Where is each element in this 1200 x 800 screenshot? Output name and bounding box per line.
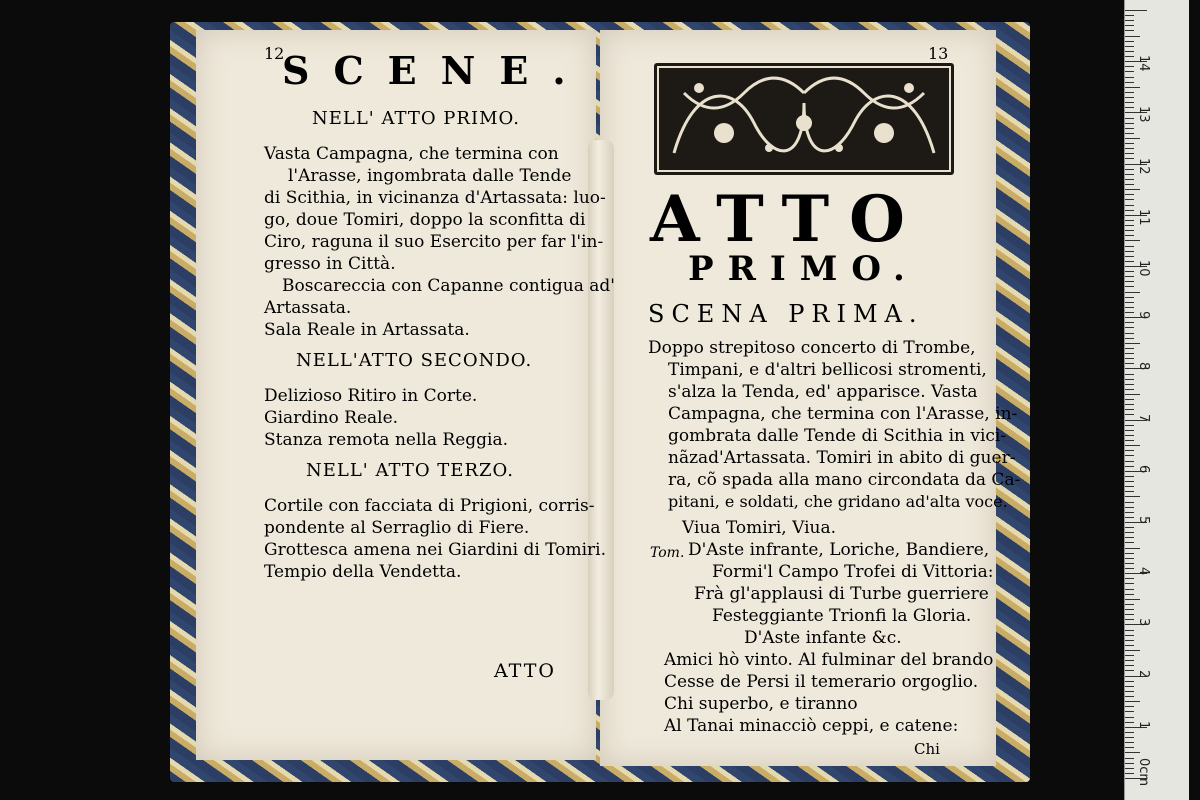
ruler-label: 1 <box>1136 720 1151 730</box>
ruler-tick <box>1125 594 1134 595</box>
ruler-tick <box>1125 36 1140 37</box>
ruler-tick <box>1125 281 1134 282</box>
stage-direction-line: pitani, e soldati, che gridano ad'alta voce. <box>668 492 1008 511</box>
ruler-label: 8 <box>1136 362 1151 371</box>
act1-line: Boscareccia con Capanne contigua ad' <box>282 276 615 296</box>
ruler-label: 3 <box>1136 618 1151 627</box>
ruler-tick <box>1125 25 1134 26</box>
ruler-tick <box>1125 619 1134 620</box>
act1-heading: NELL' ATTO PRIMO. <box>312 108 520 129</box>
ruler-tick <box>1125 199 1134 200</box>
ruler-tick <box>1125 97 1134 98</box>
ruler-label: 4 <box>1136 567 1151 576</box>
act3-line: Tempio della Vendetta. <box>264 562 462 582</box>
stage-direction-line: Doppo strepitoso concerto di Trombe, <box>648 338 976 358</box>
ruler-tick <box>1125 660 1134 661</box>
ruler-tick <box>1125 225 1134 226</box>
ruler-tick <box>1125 302 1134 303</box>
act3-heading: NELL' ATTO TERZO. <box>306 460 514 481</box>
verse-line: D'Aste infante &c. <box>744 628 902 648</box>
ruler-tick <box>1125 553 1134 554</box>
ruler-tick <box>1125 445 1140 446</box>
ruler-label: 14 <box>1136 55 1151 72</box>
act1-line: go, doue Tomiri, doppo la sconfitta di <box>264 210 586 230</box>
ruler-tick <box>1125 307 1134 308</box>
ruler-tick <box>1125 56 1134 57</box>
ruler-tick <box>1125 327 1134 328</box>
ruler-tick <box>1125 502 1134 503</box>
verse-line: Frà gl'applausi di Turbe guerriere <box>694 584 989 604</box>
ruler-tick <box>1125 174 1134 175</box>
ruler-label: 5 <box>1136 516 1151 525</box>
ruler-tick <box>1125 496 1140 497</box>
ruler-tick <box>1125 578 1134 579</box>
act2-line: Stanza remota nella Reggia. <box>264 430 508 450</box>
measurement-ruler <box>1124 0 1189 800</box>
verse-line: Cesse de Persi il temerario orgoglio. <box>664 672 979 692</box>
ruler-tick <box>1125 10 1147 11</box>
ruler-tick <box>1125 77 1134 78</box>
ruler-tick <box>1125 665 1134 666</box>
ruler-tick <box>1125 691 1134 692</box>
act1-line: di Scithia, in vicinanza d'Artassata: luo- <box>264 188 606 208</box>
scene-title: SCENA PRIMA. <box>648 300 924 328</box>
ruler-tick <box>1125 15 1134 16</box>
ruler-tick <box>1125 568 1134 569</box>
act3-line: Grottesca amena nei Giardini di Tomiri. <box>264 540 606 560</box>
ruler-tick <box>1125 133 1134 134</box>
ruler-tick <box>1125 20 1134 21</box>
ruler-tick <box>1125 51 1134 52</box>
ruler-tick <box>1125 450 1134 451</box>
page-title: SCENE. <box>282 48 590 93</box>
ruler-tick <box>1125 696 1134 697</box>
stage-direction-line: nãzad'Artassata. Tomiri in abito di guer- <box>668 448 1016 468</box>
ruler-tick <box>1125 276 1134 277</box>
ruler-tick <box>1125 440 1134 441</box>
ruler-label: 10 <box>1136 260 1151 277</box>
ruler-tick <box>1125 399 1134 400</box>
ruler-tick <box>1125 297 1134 298</box>
ruler-label: 12 <box>1136 157 1151 175</box>
ruler-tick <box>1125 752 1140 753</box>
ruler-tick <box>1125 491 1134 492</box>
ruler-tick <box>1125 189 1140 190</box>
page-number-left: 12 <box>264 44 285 63</box>
ruler-tick <box>1125 409 1134 410</box>
ruler-tick <box>1125 645 1134 646</box>
ruler-tick <box>1125 609 1134 610</box>
ruler-tick <box>1125 30 1134 31</box>
ruler-tick <box>1125 681 1134 682</box>
woodcut-ornament-icon <box>654 63 954 175</box>
ruler-tick <box>1125 312 1134 313</box>
act3-line: pondente al Serraglio di Fiere. <box>264 518 530 538</box>
catchword-left: ATTO <box>494 660 556 682</box>
ruler-tick <box>1125 205 1134 206</box>
ruler-tick <box>1125 338 1134 339</box>
ruler-tick <box>1125 230 1134 231</box>
ruler-tick <box>1125 240 1140 241</box>
ruler-tick <box>1125 701 1140 702</box>
act-subtitle: PRIMO. <box>688 249 919 289</box>
ruler-label: 0cm <box>1136 758 1151 787</box>
ruler-tick <box>1125 363 1134 364</box>
book-gutter <box>588 140 614 700</box>
ruler-tick <box>1125 179 1134 180</box>
ruler-tick <box>1125 532 1134 533</box>
ruler-tick <box>1125 343 1140 344</box>
ruler-tick <box>1125 246 1134 247</box>
ruler-tick <box>1125 630 1134 631</box>
ruler-tick <box>1125 184 1134 185</box>
stage-direction-line: Timpani, e d'altri bellicosi stromenti, <box>668 360 987 380</box>
ruler-tick <box>1125 348 1134 349</box>
ruler-tick <box>1125 455 1134 456</box>
ruler-tick <box>1125 286 1134 287</box>
ruler-tick <box>1125 486 1134 487</box>
ruler-tick <box>1125 404 1134 405</box>
ruler-tick <box>1125 722 1134 723</box>
ruler-tick <box>1125 604 1134 605</box>
ruler-tick <box>1125 466 1134 467</box>
ruler-tick <box>1125 732 1134 733</box>
ruler-tick <box>1125 670 1134 671</box>
ruler-tick <box>1125 742 1134 743</box>
ruler-tick <box>1125 251 1134 252</box>
ruler-tick <box>1125 542 1134 543</box>
ruler-label: 9 <box>1136 311 1151 320</box>
ruler-label: 7 <box>1136 413 1151 422</box>
ruler-tick <box>1125 527 1134 528</box>
catchword-right: Chi <box>914 740 940 758</box>
ruler-tick <box>1125 333 1134 334</box>
ruler-tick <box>1125 82 1134 83</box>
verse-line: Amici hò vinto. Al fulminar del brando <box>664 650 994 670</box>
ruler-tick <box>1125 425 1134 426</box>
ruler-tick <box>1125 512 1134 513</box>
ruler-tick <box>1125 143 1134 144</box>
act1-line: Ciro, raguna il suo Esercito per far l'in- <box>264 232 604 252</box>
ruler-tick <box>1125 169 1134 170</box>
speaker-label: Tom. <box>650 545 685 561</box>
ruler-tick <box>1125 537 1134 538</box>
act3-line: Cortile con facciata di Prigioni, corris- <box>264 496 595 516</box>
ruler-tick <box>1125 66 1134 67</box>
ruler-tick <box>1125 655 1134 656</box>
stage-direction-line: ra, cõ spada alla mano circondata da Ca- <box>668 470 1021 490</box>
act1-line: Sala Reale in Artassata. <box>264 320 470 340</box>
ruler-tick <box>1125 292 1140 293</box>
ruler-tick <box>1125 148 1134 149</box>
ruler-tick <box>1125 138 1140 139</box>
ruler-tick <box>1125 322 1134 323</box>
verse-line: Festeggiante Trionfi la Gloria. <box>712 606 972 626</box>
ruler-label: 6 <box>1136 464 1151 474</box>
ruler-tick <box>1125 737 1134 738</box>
verse-line: D'Aste infrante, Loriche, Bandiere, <box>688 540 990 560</box>
ruler-tick <box>1125 517 1134 518</box>
ruler-tick <box>1125 271 1134 272</box>
verse-line: Chi superbo, e tiranno <box>664 694 858 714</box>
act1-line: Vasta Campagna, che termina con <box>264 144 559 164</box>
ruler-tick <box>1125 220 1134 221</box>
ruler-tick <box>1125 46 1134 47</box>
ruler-tick <box>1125 711 1134 712</box>
ruler-tick <box>1125 261 1134 262</box>
ruler-tick <box>1125 389 1134 390</box>
ruler-tick <box>1125 758 1134 759</box>
ruler-tick <box>1125 747 1134 748</box>
stage-direction-line: gombrata dalle Tende di Scithia in vici- <box>668 426 1007 446</box>
act1-line: gresso in Città. <box>264 254 396 274</box>
ruler-tick <box>1125 558 1134 559</box>
ruler-tick <box>1125 379 1134 380</box>
ruler-tick <box>1125 128 1134 129</box>
ruler-tick <box>1125 640 1134 641</box>
ruler-tick <box>1125 773 1134 774</box>
stage-direction-line: Campagna, che termina con l'Arasse, in- <box>668 404 1018 424</box>
ruler-tick <box>1125 414 1134 415</box>
ruler-tick <box>1125 235 1134 236</box>
ruler-tick <box>1125 548 1140 549</box>
verse-line: Formi'l Campo Trofei di Vittoria: <box>712 562 994 582</box>
stage-direction-line: s'alza la Tenda, ed' apparisce. Vasta <box>668 382 978 402</box>
ruler-tick <box>1125 102 1134 103</box>
ruler-tick <box>1125 461 1134 462</box>
ruler-tick <box>1125 384 1134 385</box>
chorus-line: Viua Tomiri, Viua. <box>682 518 836 538</box>
ruler-tick <box>1125 158 1134 159</box>
ruler-tick <box>1125 41 1134 42</box>
act2-line: Delizioso Ritiro in Corte. <box>264 386 478 406</box>
ruler-tick <box>1125 430 1134 431</box>
ruler-tick <box>1125 123 1134 124</box>
ruler-tick <box>1125 507 1134 508</box>
ruler-tick <box>1125 635 1134 636</box>
act2-line: Giardino Reale. <box>264 408 399 428</box>
ruler-tick <box>1125 650 1140 651</box>
ruler-tick <box>1125 717 1134 718</box>
ruler-tick <box>1125 481 1134 482</box>
page-number-right: 13 <box>928 44 949 63</box>
act2-heading: NELL'ATTO SECONDO. <box>296 350 533 371</box>
ruler-tick <box>1125 435 1134 436</box>
ruler-tick <box>1125 353 1134 354</box>
ruler-tick <box>1125 118 1134 119</box>
ruler-tick <box>1125 374 1134 375</box>
ruler-tick <box>1125 706 1134 707</box>
ruler-tick <box>1125 87 1140 88</box>
ruler-tick <box>1125 194 1134 195</box>
act1-line: Artassata. <box>264 298 352 318</box>
ruler-tick <box>1125 210 1134 211</box>
ruler-tick <box>1125 768 1134 769</box>
ruler-label: 13 <box>1136 106 1151 123</box>
ruler-tick <box>1125 256 1134 257</box>
verse-line: Al Tanai minacciò ceppi, e catene: <box>664 716 959 736</box>
act1-line: l'Arasse, ingombrata dalle Tende <box>288 166 572 186</box>
ruler-tick <box>1125 358 1134 359</box>
ruler-tick <box>1125 599 1140 600</box>
ruler-label: 2 <box>1136 669 1151 678</box>
ruler-tick <box>1125 107 1134 108</box>
ruler-tick <box>1125 476 1134 477</box>
ruler-tick <box>1125 763 1134 764</box>
ruler-tick <box>1125 153 1134 154</box>
ruler-tick <box>1125 563 1134 564</box>
ruler-tick <box>1125 614 1134 615</box>
ruler-tick <box>1125 583 1134 584</box>
ruler-tick <box>1125 589 1134 590</box>
ruler-label: 11 <box>1136 208 1151 226</box>
act-title: ATTO <box>650 182 925 257</box>
ruler-tick <box>1125 686 1134 687</box>
ruler-tick <box>1125 394 1140 395</box>
ruler-tick <box>1125 71 1134 72</box>
ruler-tick <box>1125 92 1134 93</box>
